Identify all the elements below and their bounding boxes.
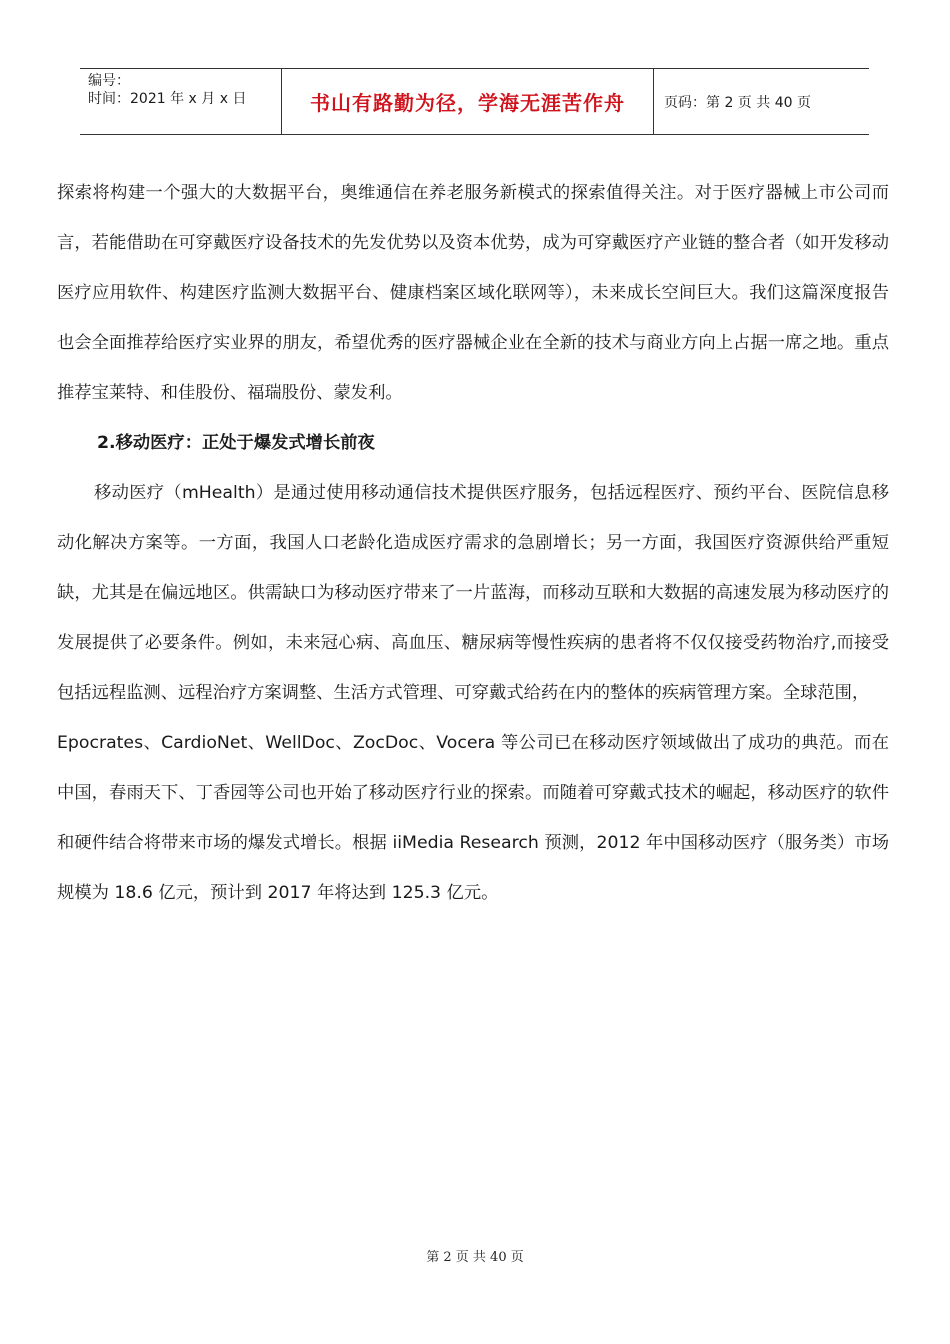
- footer-page-number: 第 2 页 共 40 页: [426, 1250, 524, 1265]
- page-info-cell: [654, 69, 869, 134]
- document-body: [57, 168, 889, 918]
- motto-cell: [282, 69, 654, 134]
- paragraph-3: Epocrates、CardioNet、WellDoc、ZocDoc、Vocera 等公司已在移动医疗领域做出了成功的典范。而在中国，春雨天下、丁香园等公司也开始了移动医疗行业的探索。而随着可穿戴式技术的崛起，移动医疗的软件和硬件结合将带来市场的爆发式增长。根据 iiMedia Research 预测，2012 年中国移动医疗（服务类）市场规模为 18.6 亿元，预计到 2017 年将达到 125.3 亿元。: [57, 733, 889, 903]
- header-table: [80, 68, 869, 135]
- section-heading: 2.移动医疗：正处于爆发式增长前夜: [97, 433, 375, 453]
- paragraph-1: 探索将构建一个强大的大数据平台，奥维通信在养老服务新模式的探索值得关注。对于医疗器械上市公司而言，若能借助在可穿戴医疗设备技术的先发优势以及资本优势，成为可穿戴医疗产业链的整合者（如开发移动医疗应用软件、构建医疗监测大数据平台、健康档案区域化联网等），未来成长空间巨大。我们这篇深度报告也会全面推荐给医疗实业界的朋友，希望优秀的医疗器械企业在全新的技术与商业方向上占据一席之地。重点推荐宝莱特、和佳股份、福瑞股份、蒙发利。: [57, 183, 889, 403]
- number-label: 编号：: [88, 73, 130, 89]
- page-footer: [0, 1246, 950, 1265]
- motto-text: 书山有路勤为径，学海无涯苦作舟: [310, 91, 625, 115]
- header-meta-cell: [80, 69, 282, 134]
- page-label: 页码：第 2 页 共 40 页: [664, 94, 811, 111]
- paragraph-2: 移动医疗（mHealth）是通过使用移动通信技术提供医疗服务，包括远程医疗、预约平台、医院信息移动化解决方案等。一方面，我国人口老龄化造成医疗需求的急剧增长；另一方面，我国医疗资源供给严重短缺，尤其是在偏远地区。供需缺口为移动医疗带来了一片蓝海，而移动互联和大数据的高速发展为移动医疗的发展提供了必要条件。例如，未来冠心病、高血压、糖尿病等慢性疾病的患者将不仅仅接受药物治疗,而接受包括远程监测、远程治疗方案调整、生活方式管理、可穿戴式给药在内的整体的疾病管理方案。全球范围，: [57, 483, 889, 703]
- time-label: 时间：2021 年 x 月 x 日: [88, 91, 247, 107]
